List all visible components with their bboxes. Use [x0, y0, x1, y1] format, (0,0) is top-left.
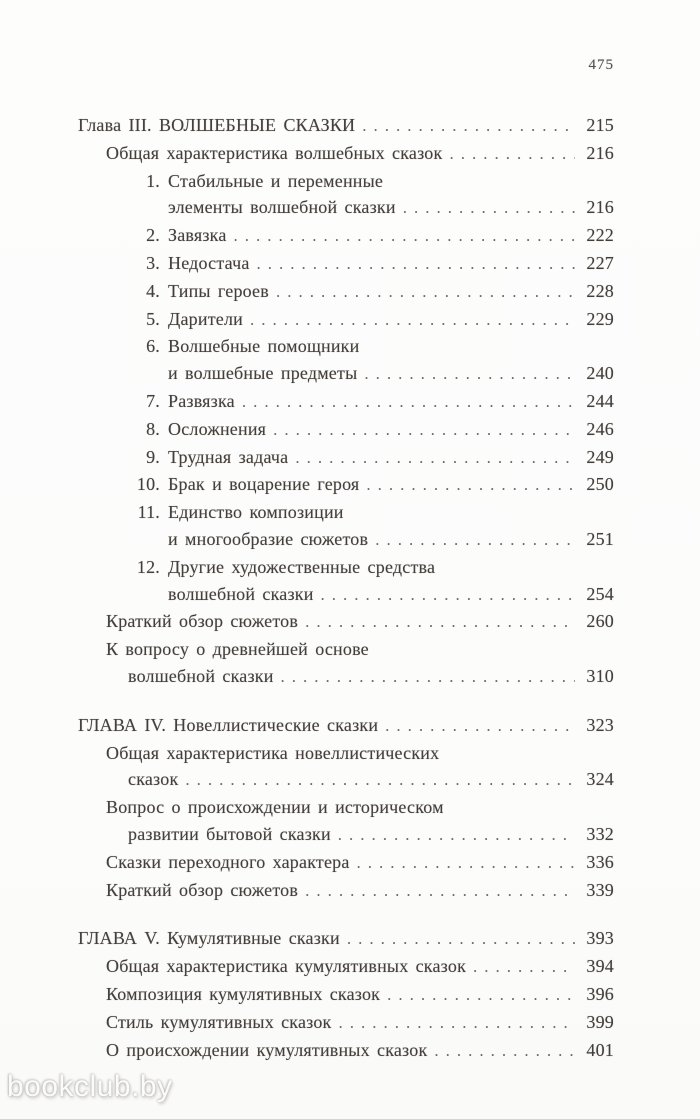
dot-leader: [295, 444, 575, 472]
toc-entry: [78, 333, 614, 388]
entry-title: Общая характеристика кумулятивных сказок: [106, 956, 467, 977]
entry-page-number: 228: [586, 280, 614, 301]
toc-line: [78, 608, 614, 636]
item-number: 7.: [146, 390, 160, 411]
toc-entry: [78, 499, 614, 554]
toc-entry: [78, 444, 614, 472]
toc-line: [78, 953, 614, 981]
dot-leader: [366, 471, 575, 499]
entry-title: Осложнения: [168, 418, 267, 439]
entry-title: Вопрос о происхождении и историческом: [106, 797, 444, 818]
dot-leader: [338, 821, 575, 849]
toc-line: [78, 444, 614, 472]
toc-line: [78, 849, 614, 877]
toc-line: [78, 663, 614, 691]
table-of-contents: [78, 112, 614, 1064]
entry-title: Единство композиции: [168, 502, 344, 523]
page-folio-number: 475: [588, 57, 614, 73]
toc-line: [78, 112, 614, 140]
entry-title: элементы волшебной сказки: [168, 197, 396, 218]
entry-title: К вопросу о древнейшей основе: [106, 639, 369, 660]
item-number: 1.: [146, 170, 160, 191]
entry-title: волшебной сказки: [128, 665, 274, 686]
entry-title: Развязка: [168, 390, 235, 411]
toc-entry: [78, 877, 614, 905]
item-number: 4.: [146, 280, 160, 301]
toc-entry: [78, 794, 614, 849]
toc-line: [78, 1009, 614, 1037]
dot-leader: [385, 712, 575, 740]
toc-line: [78, 388, 614, 416]
toc-line: [78, 712, 614, 740]
entry-page-number: 336: [586, 851, 614, 872]
dot-leader: [347, 925, 575, 953]
entry-page-number: 396: [586, 983, 614, 1004]
toc-line: [78, 416, 614, 444]
toc-entry: [78, 953, 614, 981]
toc-entry: [78, 168, 614, 223]
entry-page-number: 250: [586, 474, 614, 495]
entry-page-number: 222: [586, 225, 614, 246]
entry-title: Общая характеристика волшебных сказок: [106, 142, 443, 163]
toc-entry: [78, 306, 614, 334]
dot-leader: [276, 278, 575, 306]
toc-line: [78, 222, 614, 250]
entry-page-number: 401: [586, 1039, 614, 1060]
dot-leader: [473, 953, 575, 981]
entry-title: О происхождении кумулятивных сказок: [106, 1039, 428, 1060]
entry-title: Стиль кумулятивных сказок: [106, 1011, 332, 1032]
entry-page-number: 332: [586, 823, 614, 844]
watermark-bookclub: bookclub.by: [7, 1070, 173, 1103]
entry-page-number: 216: [586, 142, 614, 163]
toc-line: [78, 581, 614, 609]
entry-title: Волшебные помощники: [168, 336, 360, 357]
toc-line: [78, 360, 614, 388]
dot-leader: [234, 222, 575, 250]
entry-page-number: 244: [586, 390, 614, 411]
entry-page-number: 260: [586, 611, 614, 632]
entry-page-number: 310: [586, 665, 614, 686]
entry-page-number: 246: [586, 418, 614, 439]
entry-title: Сказки переходного характера: [106, 851, 350, 872]
dot-leader: [321, 581, 575, 609]
dot-leader: [242, 388, 575, 416]
toc-entry: [78, 416, 614, 444]
item-number: 9.: [146, 446, 160, 467]
dot-leader: [364, 360, 575, 388]
toc-line: [78, 877, 614, 905]
entry-page-number: 227: [586, 252, 614, 273]
entry-page-number: 323: [586, 714, 614, 735]
entry-title: волшебной сказки: [168, 583, 314, 604]
entry-page-number: 399: [586, 1011, 614, 1032]
toc-line: [78, 526, 614, 554]
toc-entry: [78, 1009, 614, 1037]
dot-leader: [305, 877, 575, 905]
toc-line: [78, 821, 614, 849]
entry-title: и волшебные предметы: [168, 363, 358, 384]
dot-leader: [339, 1009, 576, 1037]
toc-line: [78, 766, 614, 794]
entry-title: Типы героев: [168, 280, 269, 301]
item-number: 12.: [136, 556, 160, 577]
entry-title: сказок: [128, 769, 179, 790]
toc-entry: [78, 849, 614, 877]
toc-entry: [78, 250, 614, 278]
entry-title: развитии бытовой сказки: [128, 823, 331, 844]
dot-leader: [305, 608, 575, 636]
entry-page-number: 339: [586, 879, 614, 900]
entry-title: Завязка: [168, 225, 227, 246]
entry-page-number: 251: [586, 528, 614, 549]
dot-leader: [434, 1037, 575, 1065]
toc-line: [78, 278, 614, 306]
entry-title: Композиция кумулятивных сказок: [106, 983, 381, 1004]
toc-entry: [78, 554, 614, 609]
toc-line: [78, 333, 614, 360]
item-number: 3.: [146, 252, 160, 273]
entry-page-number: 324: [586, 769, 614, 790]
toc-entry: [78, 278, 614, 306]
dot-leader: [357, 849, 575, 877]
toc-line: [78, 794, 614, 821]
toc-entry: [78, 140, 614, 168]
entry-title: ГЛАВА IV. Новеллистические сказки: [78, 714, 379, 735]
toc-entry: [78, 222, 614, 250]
dot-leader: [387, 981, 575, 1009]
toc-entry: [78, 925, 614, 953]
toc-line: [78, 925, 614, 953]
entry-page-number: 240: [586, 363, 614, 384]
toc-entry: [78, 636, 614, 691]
toc-entry: [78, 981, 614, 1009]
dot-leader: [185, 766, 575, 794]
entry-title: и многообразие сюжетов: [168, 528, 369, 549]
toc-entry: [78, 388, 614, 416]
toc-entry: [78, 112, 614, 140]
item-number: 6.: [146, 336, 160, 357]
dot-leader: [273, 416, 575, 444]
toc-line: [78, 140, 614, 168]
dot-leader: [250, 306, 575, 334]
dot-leader: [362, 112, 575, 140]
entry-page-number: 394: [586, 956, 614, 977]
entry-title: Брак и воцарение героя: [168, 474, 360, 495]
dot-leader: [403, 194, 575, 222]
toc-line: [78, 306, 614, 334]
entry-page-number: 215: [586, 115, 614, 135]
toc-line: [78, 168, 614, 195]
dot-leader: [449, 140, 575, 168]
toc-line: [78, 740, 614, 767]
dot-leader: [257, 250, 575, 278]
entry-page-number: 216: [586, 197, 614, 218]
entry-title: Стабильные и переменные: [168, 170, 384, 191]
dot-leader: [281, 663, 575, 691]
item-number: 10.: [136, 474, 160, 495]
entry-title: Трудная задача: [168, 446, 289, 467]
toc-entry: [78, 471, 614, 499]
entry-title: Недостача: [168, 252, 250, 273]
item-number: 2.: [146, 225, 160, 246]
entry-title: Общая характеристика новеллистических: [106, 742, 440, 763]
toc-entry: [78, 712, 614, 740]
entry-page-number: 393: [586, 928, 614, 949]
entry-title: Краткий обзор сюжетов: [106, 611, 299, 632]
toc-entry: [78, 1037, 614, 1065]
toc-line: [78, 194, 614, 222]
item-number: 5.: [146, 308, 160, 329]
toc-line: [78, 981, 614, 1009]
entry-title: Глава III. ВОЛШЕБНЫЕ СКАЗКИ: [78, 115, 356, 135]
toc-line: [78, 499, 614, 526]
item-number: 11.: [137, 502, 160, 523]
toc-entry: [78, 608, 614, 636]
dot-leader: [375, 526, 575, 554]
entry-page-number: 254: [586, 583, 614, 604]
entry-title: Другие художественные средства: [168, 556, 436, 577]
entry-page-number: 249: [586, 446, 614, 467]
toc-line: [78, 554, 614, 581]
entry-title: Краткий обзор сюжетов: [106, 879, 299, 900]
toc-line: [78, 636, 614, 663]
toc-line: [78, 471, 614, 499]
entry-page-number: 229: [586, 308, 614, 329]
toc-line: [78, 250, 614, 278]
toc-entry: [78, 740, 614, 795]
entry-title: Дарители: [168, 308, 243, 329]
entry-title: ГЛАВА V. Кумулятивные сказки: [78, 928, 340, 949]
toc-line: [78, 1037, 614, 1065]
item-number: 8.: [146, 418, 160, 439]
